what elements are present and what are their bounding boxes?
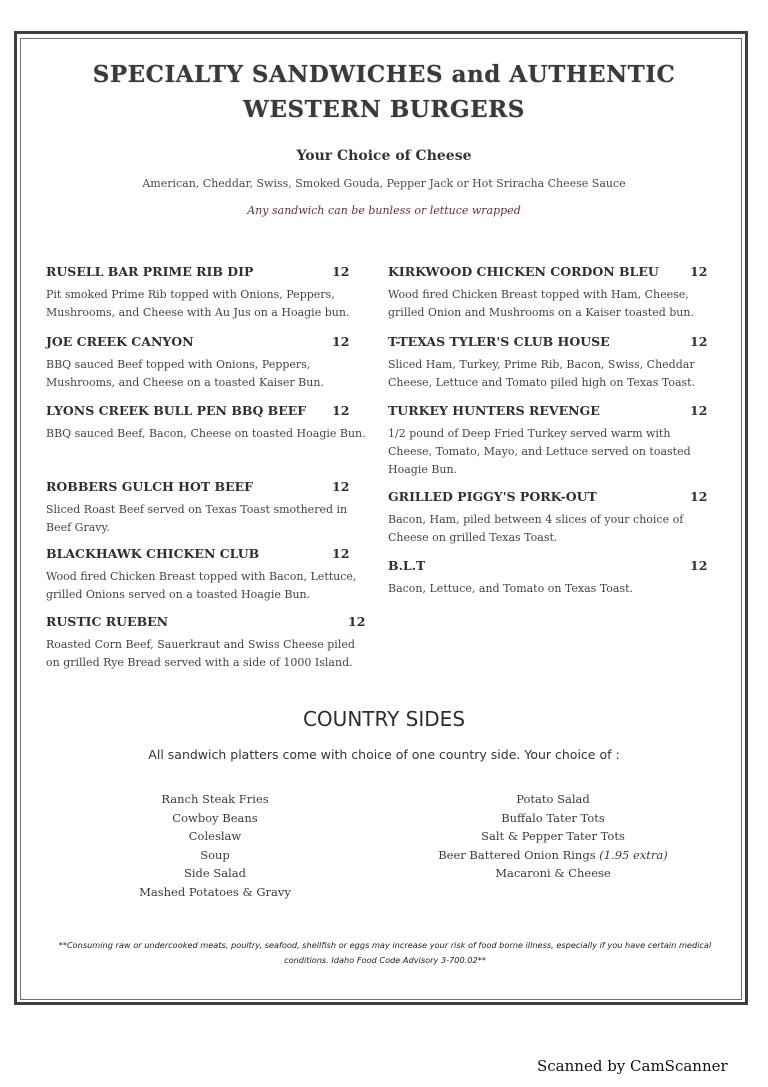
item-price: 12 — [332, 264, 350, 279]
item-price: 12 — [332, 334, 350, 349]
item-description: Roasted Corn Beef, Sauerkraut and Swiss Cheese piled on grilled Rye Bread served with a side of 1000 Island. — [46, 638, 355, 669]
item-price: 12 — [690, 264, 708, 279]
item-description: Bacon, Ham, piled between 4 slices of your choice of Cheese on grilled Texas Toast. — [388, 513, 684, 544]
scanner-watermark: Scanned by CamScanner — [537, 1057, 728, 1075]
item-price: 12 — [332, 479, 350, 494]
cheese-list: American, Cheddar, Swiss, Smoked Gouda, Pepper Jack or Hot Sriracha Cheese Sauce — [142, 177, 626, 190]
item-description: Wood fired Chicken Breast topped with Ham, Cheese, grilled Onion and Mushrooms on a Kaiser toasted bun. — [388, 288, 694, 319]
side-item: Macaroni & Cheese — [495, 866, 611, 880]
item-name: LYONS CREEK BULL PEN BBQ BEEF — [46, 403, 307, 418]
item-description: Sliced Ham, Turkey, Prime Rib, Bacon, Swiss, Cheddar Cheese, Lettuce and Tomato piled high on Texas Toast. — [388, 358, 696, 389]
extra-charge: (1.95 extra) — [599, 847, 668, 862]
item-description: Wood fired Chicken Breast topped with Bacon, Lettuce, grilled Onions served on a toasted Hoagie Bun. — [46, 570, 357, 601]
sides-heading: COUNTRY SIDES — [302, 707, 466, 731]
side-item: Soup — [200, 847, 230, 862]
side-item-label: Beer Battered Onion Rings — [438, 847, 596, 862]
side-item: Ranch Steak Fries — [161, 792, 269, 806]
item-price: 12 — [348, 614, 366, 629]
side-item: Potato Salad — [516, 792, 590, 806]
side-item: Mashed Potatoes & Gravy — [139, 884, 291, 899]
item-price: 12 — [332, 546, 350, 561]
food-safety-disclaimer: **Consuming raw or undercooked meats, poultry, seafood, shellfish or eggs may increase your risk of food borne illness, especially if you have certain medical conditions. Idaho Food Code Advisory 3-700.02** — [58, 940, 712, 965]
item-description: Bacon, Lettuce, and Tomato on Texas Toast. — [388, 582, 634, 595]
item-name: JOE CREEK CANYON — [46, 334, 194, 349]
side-item: Salt & Pepper Tater Tots — [481, 829, 625, 843]
side-item-onion-rings — [420, 846, 686, 865]
item-name: TURKEY HUNTERS REVENGE — [388, 403, 600, 418]
item-name: T-TEXAS TYLER'S CLUB HOUSE — [388, 334, 610, 349]
item-description: BBQ sauced Beef, Bacon, Cheese on toasted Hoagie Bun. — [46, 427, 366, 440]
item-name: KIRKWOOD CHICKEN CORDON BLEU — [388, 264, 659, 279]
item-name: RUSELL BAR PRIME RIB DIP — [46, 264, 254, 279]
item-price: 12 — [690, 558, 708, 573]
item-description: BBQ sauced Beef topped with Onions, Peppers, Mushrooms, and Cheese on a toasted Kaiser Bun. — [46, 358, 324, 389]
item-description: 1/2 pound of Deep Fried Turkey served warm with Cheese, Tomato, Mayo, and Lettuce served on toasted Hoagie Bun. — [388, 427, 691, 476]
side-item: Cowboy Beans — [172, 810, 258, 825]
item-price: 12 — [332, 403, 350, 418]
bunless-note: Any sandwich can be bunless or lettuce wrapped — [247, 204, 521, 217]
item-description: Pit smoked Prime Rib topped with Onions, Peppers, Mushrooms, and Cheese with Au Jus on a Hoagie bun. — [46, 288, 350, 319]
item-name: GRILLED PIGGY'S PORK-OUT — [388, 489, 597, 504]
cheese-heading: Your Choice of Cheese — [296, 148, 472, 164]
item-price: 12 — [690, 403, 708, 418]
side-item: Coleslaw — [188, 829, 242, 843]
item-price: 12 — [690, 334, 708, 349]
item-name: ROBBERS GULCH HOT BEEF — [46, 479, 254, 494]
sides-list-left — [110, 790, 320, 901]
menu-title-line2: WESTERN BURGERS — [243, 96, 525, 123]
side-item: Buffalo Tater Tots — [501, 810, 605, 825]
item-name: BLACKHAWK CHICKEN CLUB — [46, 546, 260, 561]
sides-list-right — [420, 790, 686, 883]
menu-title-line1: SPECIALTY SANDWICHES and AUTHENTIC — [92, 61, 676, 88]
item-name: RUSTIC RUEBEN — [46, 614, 169, 629]
item-name: B.L.T — [388, 558, 426, 573]
side-item: Side Salad — [183, 866, 246, 880]
item-description: Sliced Roast Beef served on Texas Toast smothered in Beef Gravy. — [46, 503, 348, 534]
item-price: 12 — [690, 489, 708, 504]
sides-subtitle: All sandwich platters come with choice of one country side. Your choice of : — [148, 747, 620, 762]
